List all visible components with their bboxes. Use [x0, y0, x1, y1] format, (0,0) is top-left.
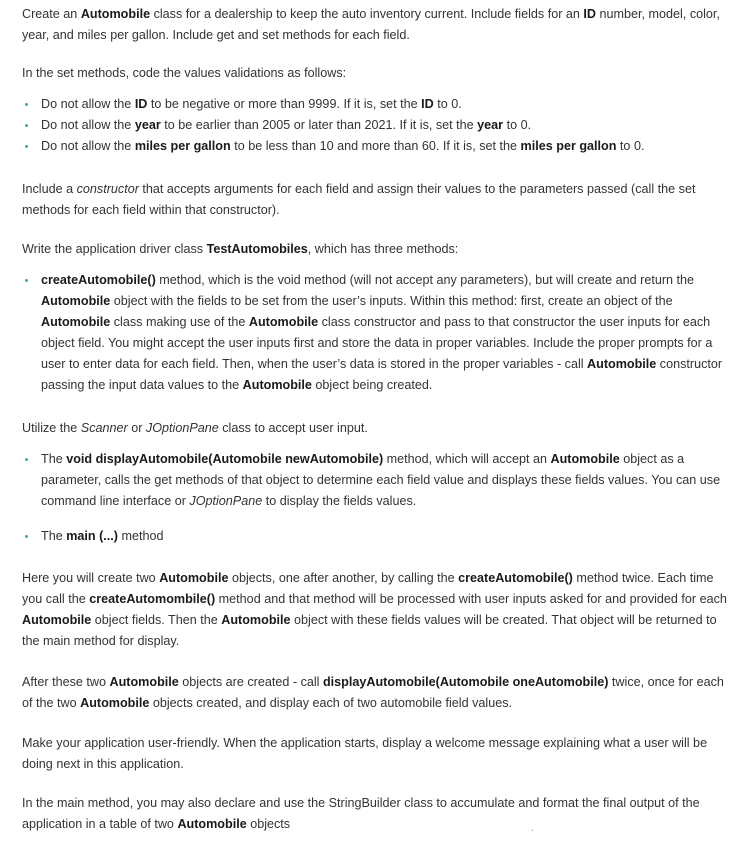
- create-automobile-item: [22, 270, 734, 396]
- text-run: Make your application user-friendly. When the application starts, display a welcome message explaining what a user will be doing next in this application.: [22, 736, 708, 771]
- validation-item-mpg: [22, 136, 734, 157]
- constructor-paragraph: [22, 179, 734, 221]
- text-run: class for a dealership to keep the auto inventory current. Include fields for an: [150, 7, 584, 21]
- text-run: method and that method will be processed with user inputs asked for and provided for each: [215, 592, 727, 606]
- bold-term: Automobile: [221, 613, 291, 627]
- bold-term: miles per gallon: [520, 139, 617, 153]
- bold-term: Automobile: [22, 613, 92, 627]
- validation-list: [22, 94, 734, 157]
- bold-term: Automobile: [109, 675, 179, 689]
- text-run: to be earlier than 2005 or later than 2021. If it is, set the: [160, 118, 478, 132]
- text-run: twice, once for each of the two: [22, 675, 724, 710]
- utilize-paragraph: [22, 418, 734, 439]
- bold-term: Automobile: [248, 315, 319, 329]
- user-friendly-paragraph: [22, 733, 734, 775]
- text-run: In the main method, you may also declare and use the StringBuilder class to accumulate and format the final output of the application in a table of two: [22, 796, 700, 831]
- trailing-mark: .: [531, 822, 535, 834]
- bold-term: TestAutomobiles: [206, 242, 308, 256]
- text-run: Do not allow the: [41, 118, 135, 132]
- text-run: After these two: [22, 675, 110, 689]
- bold-term: year: [134, 118, 161, 132]
- bold-term: createAutomobile(): [458, 571, 573, 585]
- validation-item-id: [22, 94, 734, 115]
- bold-term: Automobile: [177, 817, 247, 831]
- text-run: The: [41, 529, 67, 543]
- set-methods-intro: [22, 63, 734, 84]
- text-run: that accepts arguments for each field and assign their values to the parameters passed (call the set methods for each field within that constructor).: [22, 182, 696, 217]
- text-run: objects, one after another, by calling the: [228, 571, 459, 585]
- bold-term: void displayAutomobile(Automobile newAutomobile): [66, 452, 384, 466]
- text-run: objects are created - call: [178, 675, 323, 689]
- stringbuilder-paragraph: [22, 793, 734, 835]
- text-run: Utilize the: [22, 421, 81, 435]
- text-run: Include a: [22, 182, 77, 196]
- bold-term: createAutomombile(): [89, 592, 216, 606]
- text-run: method, which is the void method (will not accept any parameters), but will create and return the: [155, 273, 695, 287]
- bold-term: Automobile: [159, 571, 229, 585]
- text-run: number, model, color, year, and miles per gallon. Include get and set methods for each field.: [22, 7, 720, 42]
- text-run: to be less than 10 and more than 60. If it is, set the: [230, 139, 521, 153]
- text-run: Do not allow the: [41, 97, 135, 111]
- text-run: object with the fields to be set from the user’s inputs. Within this method: first, create an object of the: [110, 294, 673, 308]
- bold-term: Automobile: [41, 294, 111, 308]
- bold-term: year: [477, 118, 504, 132]
- bold-term: miles per gallon: [134, 139, 231, 153]
- bold-term: Automobile: [587, 357, 657, 371]
- display-twice-paragraph: [22, 672, 734, 714]
- text-run: to 0.: [616, 139, 645, 153]
- bold-term: createAutomobile(): [41, 273, 156, 287]
- text-run: class making use of the: [110, 315, 249, 329]
- display-method-list: [22, 449, 734, 512]
- italic-term: Scanner: [80, 421, 128, 435]
- main-method-item: [22, 526, 734, 547]
- bold-term: Automobile: [80, 696, 150, 710]
- driver-class-paragraph: [22, 239, 734, 260]
- italic-term: JOptionPane: [145, 421, 219, 435]
- intro-paragraph: [22, 4, 734, 46]
- text-run: Create an: [22, 7, 81, 21]
- bold-term: Automobile: [242, 378, 312, 392]
- bold-term: ID: [583, 7, 597, 21]
- display-automobile-item: [22, 449, 734, 512]
- text-run: objects: [246, 817, 291, 831]
- text-run: Do not allow the: [41, 139, 135, 153]
- text-run: The: [41, 452, 67, 466]
- bold-term: main (...): [66, 529, 118, 543]
- text-run: Here you will create two: [22, 571, 160, 585]
- text-run: , which has three methods:: [307, 242, 459, 256]
- text-run: to 0.: [433, 97, 462, 111]
- validation-item-year: [22, 115, 734, 136]
- bold-term: Automobile: [550, 452, 620, 466]
- main-method-list: [22, 526, 734, 547]
- text-run: method, which will accept an: [383, 452, 551, 466]
- text-run: Write the application driver class: [22, 242, 207, 256]
- text-run: object being created.: [311, 378, 433, 392]
- text-run: object as a parameter, calls the get methods of that object to determine each field value and displays these fields values. You can use command line interface or: [41, 452, 721, 508]
- italic-term: constructor: [76, 182, 139, 196]
- text-run: class constructor and pass to that constructor the user inputs for each object field. You might accept the user inputs first and store the data in proper variables. Include the proper prompts for a user to enter data for each field. Then, when the user’s data is stored in the proper variables - call: [41, 315, 713, 371]
- bold-term: ID: [134, 97, 148, 111]
- create-method-list: [22, 270, 734, 396]
- text-run: object with these fields values will be created. That object will be returned to the main method for display.: [22, 613, 717, 648]
- text-run: class to accept user input.: [218, 421, 368, 435]
- create-twice-paragraph: [22, 568, 734, 652]
- text-run: objects created, and display each of two automobile field values.: [149, 696, 513, 710]
- bold-term: Automobile: [80, 7, 151, 21]
- text-run: method twice. Each time you call the: [22, 571, 714, 606]
- bold-term: displayAutomobile(Automobile oneAutomobile): [322, 675, 609, 689]
- bold-term: Automobile: [41, 315, 111, 329]
- text-run: constructor passing the input data values to the: [41, 357, 723, 392]
- text-run: method: [117, 529, 164, 543]
- text-run: to display the fields values.: [262, 494, 417, 508]
- text-run: In the set methods, code the values validations as follows:: [22, 66, 347, 80]
- italic-term: JOptionPane: [189, 494, 263, 508]
- text-run: object fields. Then the: [91, 613, 222, 627]
- text-run: or: [127, 421, 146, 435]
- bold-term: ID: [421, 97, 434, 111]
- text-run: to 0.: [503, 118, 532, 132]
- text-run: to be negative or more than 9999. If it is, set the: [147, 97, 422, 111]
